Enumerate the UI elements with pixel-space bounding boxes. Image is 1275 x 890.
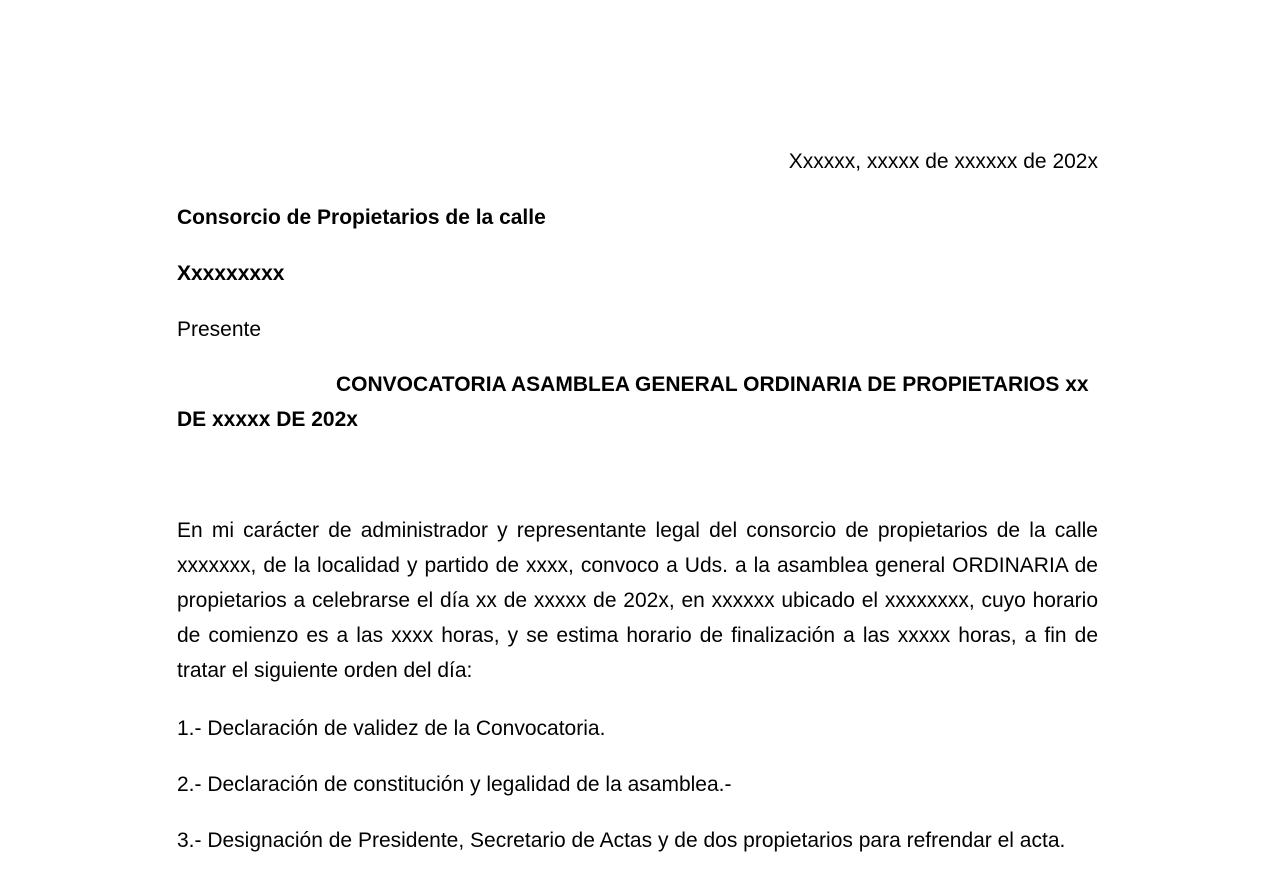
addressee-line-2: Xxxxxxxxx xyxy=(177,262,285,285)
document-title: CONVOCATORIA ASAMBLEA GENERAL ORDINARIA DE PROPIETARIOS xx DE xxxxx DE 202x xyxy=(177,373,1089,431)
addressee-line-1: Consorcio de Propietarios de la calle xyxy=(177,206,546,229)
body-paragraph: En mi carácter de administrador y representante legal del consorcio de propietarios de la calle xxxxxxx, de la localidad y partido de xxxx, convoco a Uds. a la asamblea general ORDINARIA de propietarios a celebrarse el día xx de xxxxx de 202x, en xxxxxx ubicado el xxxxxxxx, cuyo horario de comienzo es a las xxxx horas, y se estima horario de finalización a las xxxxx horas, a fin de tratar el siguiente orden del día: xyxy=(177,519,1098,682)
agenda-item-1: 1.- Declaración de validez de la Convocatoria. xyxy=(177,717,606,740)
agenda-item-3: 3.- Designación de Presidente, Secretario de Actas y de dos propietarios para refrendar el acta. xyxy=(177,829,1066,852)
date-line: Xxxxxx, xxxxx de xxxxxx de 202x xyxy=(788,150,1098,173)
greeting: Presente xyxy=(177,318,262,341)
agenda-item-2: 2.- Declaración de constitución y legalidad de la asamblea.- xyxy=(177,773,732,796)
